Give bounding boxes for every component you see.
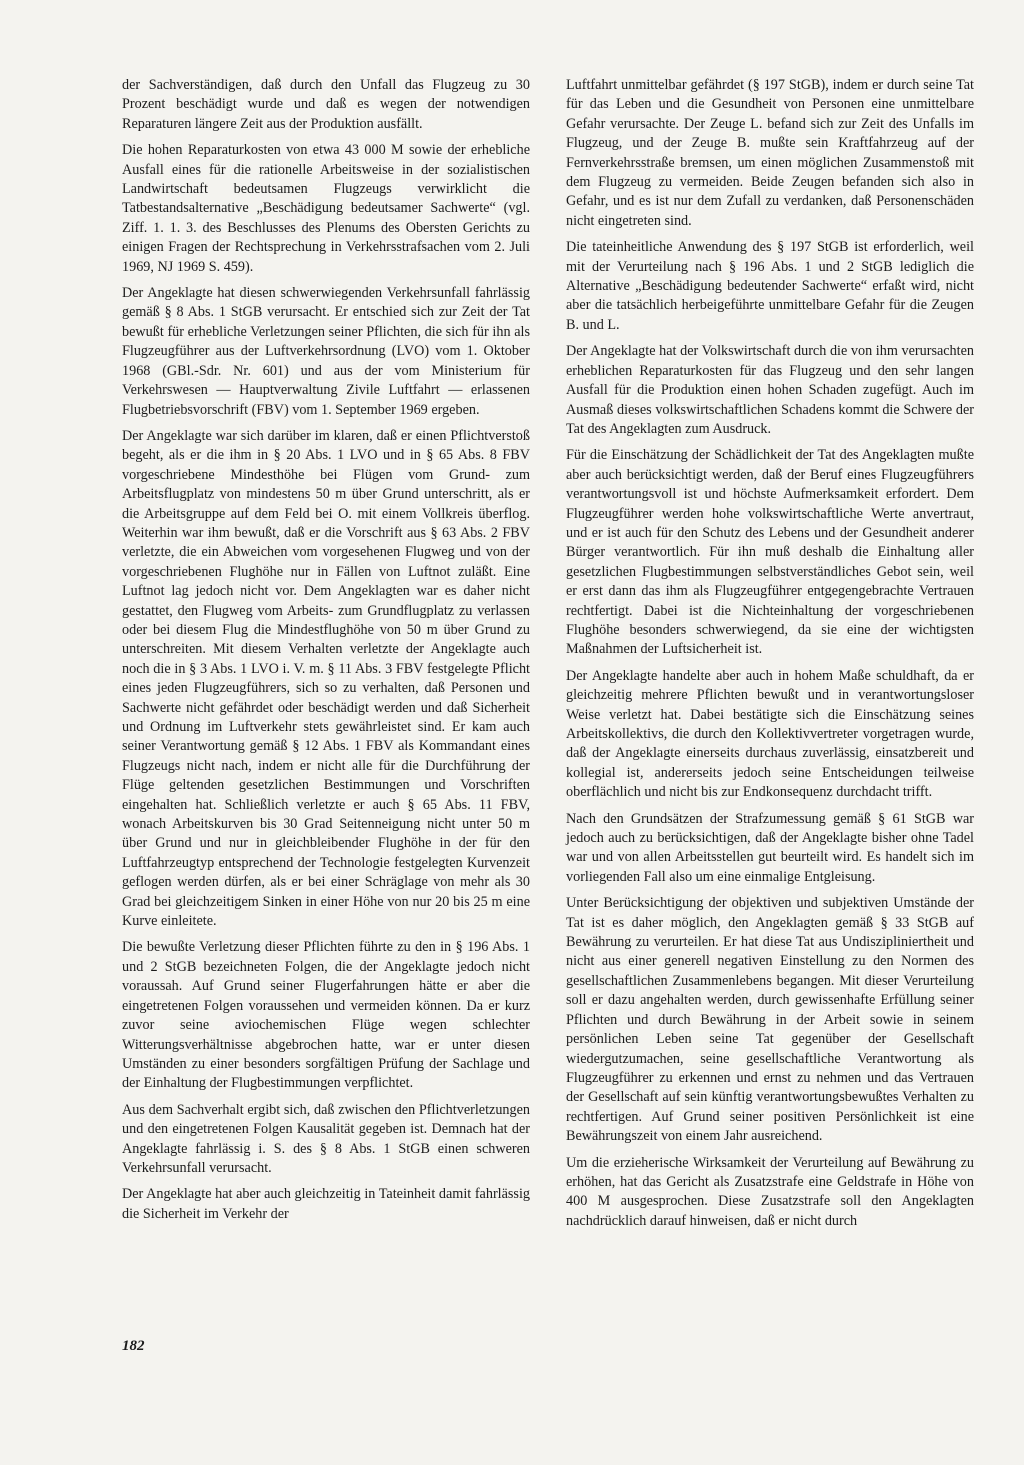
paragraph: Der Angeklagte handelte aber auch in hohem Maße schuldhaft, da er gleichzeitig mehrere Pflichten bewußt und in verantwortungsloser Weise verletzt hat. Dabei bestätigte sich die Einschätzung seines Arbeitskollektivs, die durch den Kollektivvertreter vorgetragen wurde, daß der Angeklagte einerseits durchaus zuverlässig, einsatzbereit und kollegial ist, andererseits jedoch seine Entscheidungen teilweise oberflächlich und nicht bis zur Endkonsequenz durchdacht trifft. — [566, 667, 974, 801]
paragraph: Um die erzieherische Wirksamkeit der Verurteilung auf Bewährung zu erhöhen, hat das Gericht als Zusatzstrafe eine Geldstrafe in Höhe von 400 M ausgesprochen. Diese Zusatzstrafe soll den Angeklagten nachdrücklich darauf hinweisen, daß er nicht durch — [566, 1154, 974, 1229]
paragraph: Nach den Grundsätzen der Strafzumessung gemäß § 61 StGB war jedoch auch zu berücksichtigen, daß der Angeklagte bisher ohne Tadel war und von allen Arbeitsstellen gut beurteilt wird. Es handelt sich im vorliegenden Fall also um eine einmalige Entgleisung. — [566, 810, 974, 885]
paragraph: Der Angeklagte hat der Volkswirtschaft durch die von ihm verursachten erheblichen Reparaturkosten für das Flugzeug und den sehr langen Ausfall für die Produktion einen hohen Schaden zugefügt. Auch im Ausmaß dieses volkswirtschaftlichen Schadens kommt die Schwere der Tat des Angeklagten zum Ausdruck. — [566, 343, 974, 437]
paragraph: Die tateinheitliche Anwendung des § 197 StGB ist erforderlich, weil mit der Verurteilung nach § 196 Abs. 1 und 2 StGB lediglich die Alternative „Beschädigung bedeutender Sachwerte“ erfaßt wird, nicht aber die tatsächlich herbeigeführte unmittelbare Gefahr für die Zeugen B. und L. — [566, 239, 974, 333]
paragraph: Der Angeklagte hat diesen schwerwiegenden Verkehrsunfall fahrlässig gemäß § 8 Abs. 1 StGB verursacht. Er entschied sich zur Zeit der Tat bewußt für erhebliche Verletzungen seiner Pflichten, die sich für ihn als Flugzeugführer aus der Luftverkehrsordnung (LVO) vom 1. Oktober 1968 (GBl.-Sdr. Nr. 601) und aus der vom Ministerium für Verkehrswesen — Hauptverwaltung Zivile Luftfahrt — erlassenen Flugbetriebsvorschrift (FBV) vom 1. September 1969 ergeben. — [122, 285, 530, 418]
paragraph: Luftfahrt unmittelbar gefährdet (§ 197 StGB), indem er durch seine Tat für das Leben und die Gesundheit von Personen eine unmittelbare Gefahr verursachte. Der Zeuge L. befand sich zur Zeit des Unfalls im Flugzeug, und der Zeuge B. mußte sein Kraftfahrzeug auf der Fernverkehrsstraße bremsen, um einen möglichen Zusammenstoß mit dem Flugzeug zu vermeiden. Beide Zeugen befanden sich also in Gefahr, und es ist nur dem Zufall zu verdanken, daß Personenschäden nicht eingetreten sind. — [566, 77, 974, 229]
paragraph: Der Angeklagte hat aber auch gleichzeitig in Tateinheit damit fahrlässig die Sicherheit im Verkehr der — [122, 1186, 530, 1222]
paragraph: Aus dem Sachverhalt ergibt sich, daß zwischen den Pflichtverletzungen und den eingetretenen Folgen Kausalität gegeben ist. Demnach hat der Angeklagte fahrlässig i. S. des § 8 Abs. 1 StGB einen schweren Verkehrsunfall verursacht. — [122, 1101, 530, 1176]
paragraph: Die bewußte Verletzung dieser Pflichten führte zu den in § 196 Abs. 1 und 2 StGB bezeichneten Folgen, die der Angeklagte jedoch nicht voraussah. Auf Grund seiner Flugerfahrungen hätte er aber die eingetretenen Folgen voraussehen und vermeiden können. Da er kurz zuvor seine aviochemischen Flüge wegen schlechter Witterungsverhältnisse abgebrochen hatte, war er unter diesen Umständen zu einer besonders sorgfältigen Prüfung der Sachlage und der Einhaltung der Flugbestimmungen verpflichtet. — [122, 939, 530, 1092]
left-column — [122, 76, 530, 1231]
page-number: 182 — [122, 1338, 145, 1354]
paragraph: Für die Einschätzung der Schädlichkeit der Tat des Angeklagten mußte aber auch berücksichtigt werden, daß der Beruf eines Flugzeugführers verantwortungsvoll ist und höchste Aufmerksamkeit erfordert. Dem Flugzeugführer werden hohe volkswirtschaftliche Werte anvertraut, und er ist auch für den Schutz des Lebens und der Gesundheit anderer Bürger verantwortlich. Für ihn muß deshalb die Einhaltung aller gesetzlichen Flugbestimmungen selbstverständliches Gebot sein, weil er erst dann das ihm als Flugzeugführer entgegengebrachte Vertrauen rechtfertigt. Dabei ist die Nichteinhaltung der vorgeschriebenen Flughöhe besonders schwerwiegend, da sie eine der wichtigsten Maßnahmen der Luftsicherheit ist. — [566, 447, 974, 658]
right-column — [566, 76, 974, 1238]
paragraph: Unter Berücksichtigung der objektiven und subjektiven Umstände der Tat ist es daher möglich, den Angeklagten gemäß § 33 StGB auf Bewährung zu verurteilen. Er hat diese Tat aus Undiszipliniertheit und nicht aus einer generell negativen Einstellung zu den Normen des gesellschaftlichen Zusammenlebens begangen. Mit dieser Verurteilung soll er dazu angehalten werden, durch gewissenhafte Erfüllung seiner Pflichten und durch Bewährung in der Arbeit sowie in seinem persönlichen Leben seine Tat gegenüber der Gesellschaft wiedergutzumachen, seine gesellschaftliche Verantwortung als Flugzeugführer zu erkennen und ernst zu nehmen und das Vertrauen der Gesellschaft auf sein künftig verantwortungsbewußtes Verhalten zu rechtfertigen. Auf Grund seiner positiven Persönlichkeit ist eine Bewährungszeit von einem Jahr ausreichend. — [566, 895, 974, 1145]
paragraph: Der Angeklagte war sich darüber im klaren, daß er einen Pflichtverstoß begeht, als er die ihm in § 20 Abs. 1 LVO und in § 65 Abs. 8 FBV vorgeschriebene Mindesthöhe bei Flügen vom Grund- zum Arbeitsflugplatz von mindestens 50 m über Grund unterschritt, als er die Arbeitsgruppe auf dem Feld bei O. mit einem Vollkreis überflog. Weiterhin war ihm bewußt, daß er die Vorschrift aus § 63 Abs. 2 FBV verletzte, die ein Abweichen vom vorgesehenen Flugweg und von der vorgeschriebenen Flughöhe nur in Fällen von Luftnot zuläßt. Eine Luftnot lag jedoch nicht vor. Dem Angeklagten war es daher nicht gestattet, den Flugweg vom Arbeits- zum Grundflugplatz zu verlassen oder bei diesem Flug die Mindestflughöhe von 50 m über Grund zu unterschreiten. Mit diesem Verhalten verletzte der Angeklagte auch noch die in § 3 Abs. 1 LVO i. V. m. § 11 Abs. 3 FBV festgelegte Pflicht eines jeden Flugzeugführers, sich so zu verhalten, daß Personen und Sachwerte nicht gefährdet oder beschädigt werden und daß Sicherheit und Ordnung im Luftverkehr stets gewährleistet sind. Er kam auch seiner Verantwortung gemäß § 12 Abs. 1 FBV als Kommandant eines Flugzeugs nicht nach, indem er nicht alle für die Durchführung der Flüge geltenden gesetzlichen Bestimmungen und Vorschriften eingehalten hat. Schließlich verletzte er auch § 65 Abs. 11 FBV, wonach Arbeitskurven bis 30 Grad Seitenneigung nicht unter 50 m über Grund und nur in gleichbleibender Flughöhe in der für den Luftfahrzeugtyp entsprechend der Technologie festgelegten Kurvenzeit geflogen werden dürfen, als er bei einer Schräglage von mehr als 30 Grad bei gleichzeitigem Sinken in einer Höhe von nur 20 bis 25 m eine Kurve einleitete. — [122, 427, 530, 930]
paragraph: der Sachverständigen, daß durch den Unfall das Flugzeug zu 30 Prozent beschädigt wurde und daß es wegen der notwendigen Reparaturen längere Zeit aus der Produktion ausfällt. — [122, 77, 530, 132]
paragraph: Die hohen Reparaturkosten von etwa 43 000 M sowie der erhebliche Ausfall eines für die rationelle Arbeitsweise in der sozialistischen Landwirtschaft bedeutsamen Flugzeugs verwirklicht die Tatbestandsalternative „Beschädigung bedeutsamer Sachwerte“ (vgl. Ziff. 1. 1. 3. des Beschlusses des Plenums des Obersten Gerichts zu einigen Fragen der Rechtsprechung in Verkehrsstrafsachen vom 2. Juli 1969, NJ 1969 S. 459). — [122, 142, 530, 275]
